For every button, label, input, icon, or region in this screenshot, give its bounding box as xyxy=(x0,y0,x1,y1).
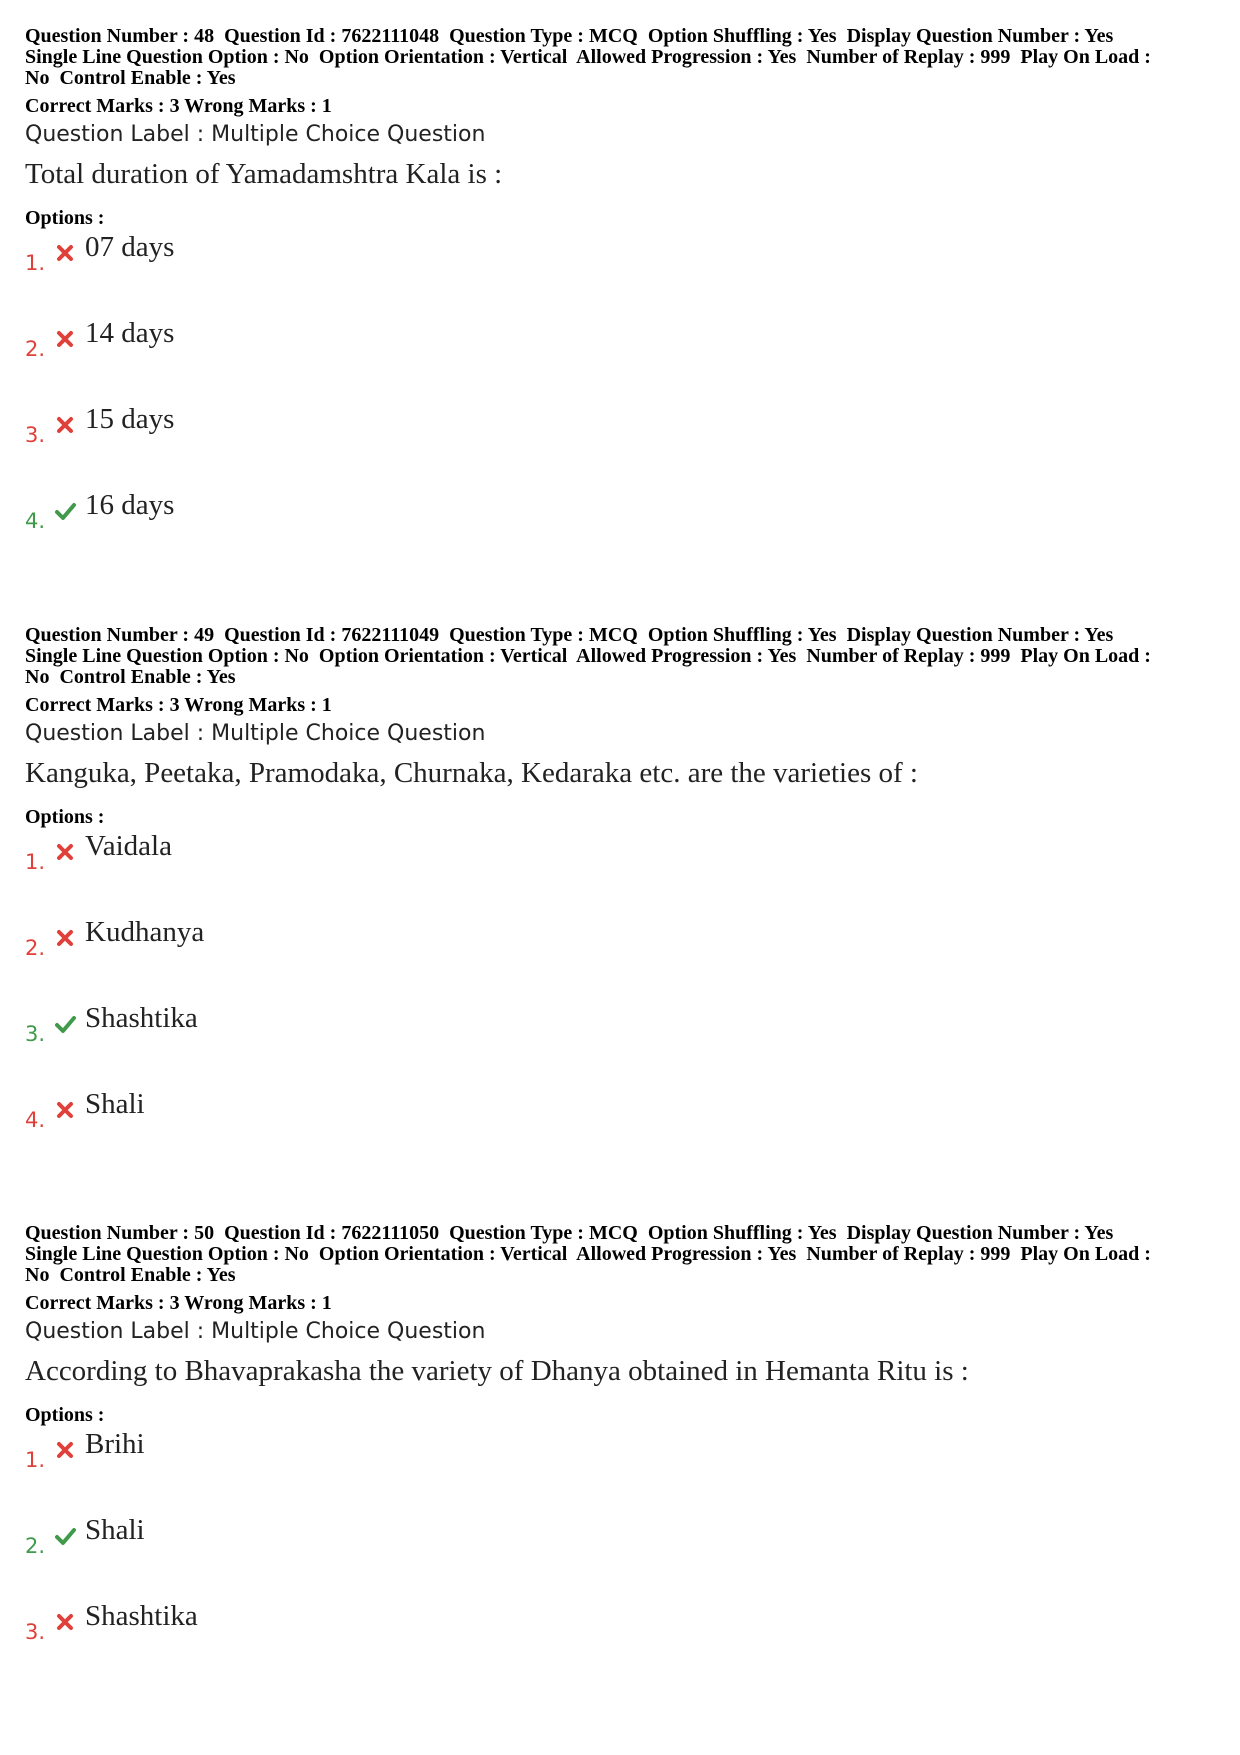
check-icon xyxy=(54,1013,76,1035)
option-number: 1. xyxy=(25,251,46,275)
option-item xyxy=(25,487,1225,573)
option-text: Brihi xyxy=(85,1428,145,1460)
question-block-49 xyxy=(25,625,1225,1172)
option-item xyxy=(25,1426,1225,1512)
check-icon xyxy=(54,1525,76,1547)
cross-icon xyxy=(54,841,76,863)
option-item xyxy=(25,315,1225,401)
question-marks: Correct Marks : 3 Wrong Marks : 1 xyxy=(25,95,332,117)
cross-icon xyxy=(54,1099,76,1121)
option-number: 2. xyxy=(25,337,46,361)
option-text: 07 days xyxy=(85,231,175,263)
cross-icon xyxy=(54,242,76,264)
option-number: 4. xyxy=(25,509,46,533)
question-marks: Correct Marks : 3 Wrong Marks : 1 xyxy=(25,694,332,716)
options-title: Options : xyxy=(25,1404,105,1426)
option-text: Vaidala xyxy=(85,830,172,862)
options-title: Options : xyxy=(25,207,105,229)
option-number: 1. xyxy=(25,1448,46,1472)
option-text: 15 days xyxy=(85,403,175,435)
cross-icon xyxy=(54,1611,76,1633)
option-number: 2. xyxy=(25,1534,46,1558)
option-text: Shali xyxy=(85,1088,145,1120)
option-number: 3. xyxy=(25,1022,46,1046)
option-text: Shashtika xyxy=(85,1002,198,1034)
option-number: 1. xyxy=(25,850,46,874)
option-text: 14 days xyxy=(85,317,175,349)
option-number: 2. xyxy=(25,936,46,960)
question-label: Question Label : Multiple Choice Question xyxy=(25,1319,486,1344)
question-meta: Question Number : 49 Question Id : 7622111049 Question Type : MCQ Option Shuffling : Yes Display Question Number : Yes Single Line Question Option : No Option Orientation : Vertical Allowed Progression : Yes Number of Replay : 999 Play On Load : No Control Enable : Yes xyxy=(25,624,1151,688)
question-meta: Question Number : 50 Question Id : 7622111050 Question Type : MCQ Option Shuffling : Yes Display Question Number : Yes Single Line Question Option : No Option Orientation : Vertical Allowed Progression : Yes Number of Replay : 999 Play On Load : No Control Enable : Yes xyxy=(25,1222,1151,1286)
option-number: 3. xyxy=(25,1620,46,1644)
option-number: 3. xyxy=(25,423,46,447)
option-item xyxy=(25,828,1225,914)
cross-icon xyxy=(54,414,76,436)
option-text: 16 days xyxy=(85,489,175,521)
option-item xyxy=(25,1086,1225,1172)
option-text: Shali xyxy=(85,1514,145,1546)
option-item xyxy=(25,1598,1225,1684)
cross-icon xyxy=(54,1439,76,1461)
question-meta: Question Number : 48 Question Id : 7622111048 Question Type : MCQ Option Shuffling : Yes Display Question Number : Yes Single Line Question Option : No Option Orientation : Vertical Allowed Progression : Yes Number of Replay : 999 Play On Load : No Control Enable : Yes xyxy=(25,25,1151,89)
question-text: According to Bhavaprakasha the variety of Dhanya obtained in Hemanta Ritu is : xyxy=(25,1355,969,1387)
options-title: Options : xyxy=(25,806,105,828)
option-item xyxy=(25,1512,1225,1598)
option-item xyxy=(25,229,1225,315)
cross-icon xyxy=(54,328,76,350)
question-block-48 xyxy=(25,26,1225,573)
option-item xyxy=(25,1000,1225,1086)
question-text: Kanguka, Peetaka, Pramodaka, Churnaka, Kedaraka etc. are the varieties of : xyxy=(25,757,918,789)
option-number: 4. xyxy=(25,1108,46,1132)
option-text: Kudhanya xyxy=(85,916,205,948)
cross-icon xyxy=(54,927,76,949)
option-item xyxy=(25,401,1225,487)
question-label: Question Label : Multiple Choice Question xyxy=(25,122,486,147)
option-text: Shashtika xyxy=(85,1600,198,1632)
option-item xyxy=(25,914,1225,1000)
question-marks: Correct Marks : 3 Wrong Marks : 1 xyxy=(25,1292,332,1314)
question-label: Question Label : Multiple Choice Question xyxy=(25,721,486,746)
question-block-50 xyxy=(25,1223,1225,1684)
question-text: Total duration of Yamadamshtra Kala is : xyxy=(25,158,503,190)
check-icon xyxy=(54,500,76,522)
